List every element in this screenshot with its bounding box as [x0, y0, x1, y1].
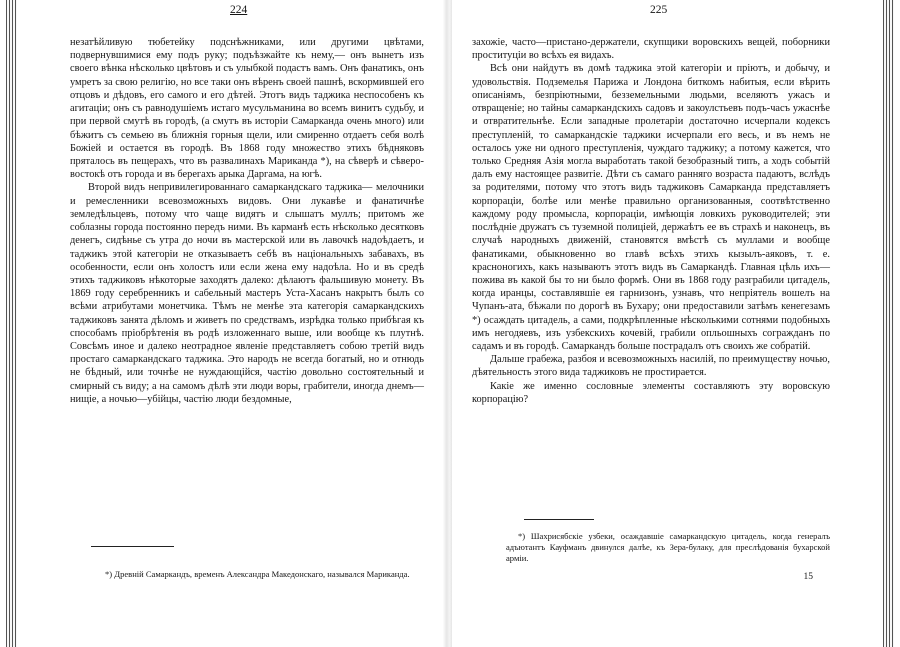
right-page-number: 225 [650, 4, 668, 16]
signature-mark: 15 [803, 572, 813, 582]
left-page-body [70, 36, 424, 406]
left-page-number: 224 [230, 4, 248, 16]
left-footnote-rule [91, 546, 174, 547]
book-edge-right [883, 0, 894, 647]
left-paragraph-1: незатѣйливую тюбетейку подснѣжниками, или другими цвѣтами, подвернувшимися ему подъ руку; подъѣзжайте къ нему,— онъ вынетъ изъ своего вѣнка нѣсколько цвѣтовъ и съ улыбкой подастъ вамъ. Онъ фанатикъ, онъ умретъ за свою религію, но все таки онъ вѣренъ своей пашнѣ, вскормившей его отцовъ и дѣдовъ, его самого и его дѣтей. Этотъ видъ таджика неспособенъ къ агитаціи; онъ съ равнодушіемъ истаго мусульманина во всемъ винитъ судьбу, и при первой смутѣ въ городѣ, (а смутъ въ исторіи Самарканда очень много) или бѣжитъ съ семьею въ ближнія горныя щели, или смиренно отдаетъ себя волѣ Божіей и остается въ городѣ. Въ 1868 году множество этихъ бѣдняковъ пряталось въ пещерахъ, что въ развалинахъ Мариканда *), на сѣверѣ и сѣверо-востокѣ отъ города и въ берегахъ арыка Даргама, на югѣ. [70, 37, 424, 181]
right-paragraph-1: захожіе, часто—пристано-держатели, скупщики воровскихъ вещей, поборники проституціи во всѣхъ ея видахъ. [472, 37, 830, 62]
right-footnote-rule [524, 519, 594, 520]
right-page [452, 0, 900, 647]
right-page-body [472, 36, 830, 406]
right-footnote: *) Шахрисябскіе узбеки, осаждавшіе самаркандскую цитадель, когда генералъ адъютантъ Кауфманъ двинулся далѣе, къ Зера-булаку, для преслѣдованія бухарской арміи. [506, 531, 830, 564]
left-footnote: *) Древній Самаркандъ, временъ Александра Македонскаго, назывался Мариканда. [105, 569, 410, 579]
left-page [0, 0, 445, 647]
right-paragraph-2: Всѣ они найдутъ въ домѣ таджика этой категоріи и пріютъ, и добычу, и удовольствія. Подземелья Парижа и Лондона биткомъ набитыя, если вѣрить описаніямъ, безпріютными, безземельными людьми, вселяютъ ужасъ и отвращеніе; но тайны самаркандскихъ садовъ и закоулстьевъ подъ-часъ ужаснѣе и отвратительнѣе. Если западные пролетаріи достаточно исчерпали кодексъ преступленій, то самаркандскіе таджики исчерпали его весь, и въ немъ не осталось уже ни одного преступленія, чуждаго таджику; а потому кажется, что только Средняя Азія могла выработать такой безобразный типъ, а ходъ событій далъ ему настоящее развитіе. Дѣти съ самаго ранняго возраста падаютъ, вслѣдъ за родителями, потому что этотъ видъ таджиковъ Самарканда представляетъ корпораціи, болѣе или менѣе правильно организованныя, соотвѣтственно каждому роду промысла, корпораціи, имѣющія ловкихъ руководителей; эти послѣдніе дружатъ съ туземной полиціей, держаѣтъ ее въ страхѣ и наконецъ, въ случаѣ народныхъ движеній, становятся вмѣстѣ съ муллами и вообще фанатиками, обыкновенно во главѣ всѣхъ этихъ кызылъ-аяковъ, т. е. красноногихъ, какъ называютъ этотъ видъ въ Самаркандѣ. Главная цѣль ихъ—пожива въ какой бы то ни было формѣ. Они въ 1868 году разграбили цитадель, когда иранцы, составлявшіе ея гарнизонъ, узнавъ, что непріятель вошелъ на Чупанъ-ата, бѣжали по дорогѣ въ Бухару; они предоставили затѣмъ кенегезамъ *) осаждать цитадель, а сами, подкрѣпленные нѣсколькими сотнями подобныхъ имъ негодяевъ, изъ узбекскихъ кочевій, грабили опльошныхъ согражданъ по садамъ и въ городѣ. Самаркандъ больше пострадалъ отъ своихъ же собратій. [472, 63, 830, 353]
right-paragraph-3: Дальше грабежа, разбоя и всевозможныхъ насилій, по преимуществу ночью, дѣятельность этого вида таджиковъ не простирается. [472, 354, 830, 379]
book-edge-left [6, 0, 17, 647]
right-paragraph-4: Какіе же именно сословные элементы составляютъ эту воровскую корпорацію? [472, 380, 830, 405]
left-paragraph-2: Второй видъ непривилегированнаго самаркандскаго таджика— мелочники и ремесленники всевозможныхъ видовъ. Они лукавѣе и фанатичнѣе земледѣльцевъ, потому что чаще видятъ и слышатъ муллъ; притомъ же соблазны города постоянно передъ ними. Въ карманѣ есть нѣсколько десятковъ денегъ, сидѣнье съ утра до ночи въ мастерской или въ лавочкѣ надоѣдаетъ, и таджикъ этой категоріи не отказываетъ себѣ въ національныхъ забавахъ, въ особенности, если онъ холостъ или если жена ему надоѣла. Но и въ средѣ этихъ таджиковъ нѣкоторые заходятъ далеко: дѣлаютъ фальшивую монету. Въ 1869 году серебренникъ и сабельный мастеръ Уста-Хасанъ накрытъ былъ со всѣми атрибутами монетчика. Тѣмъ не менѣе эта категорія самаркандскихъ таджиковъ занята дѣломъ и живетъ по средствамъ, изрѣдка только прибѣгая къ способамъ пріобрѣтенія въ родѣ изложеннаго выше, или вообще къ плутнѣ. Совсѣмъ иное и далеко неотрадное явленіе представляетъ собою третій видъ простаго самаркандскаго таджика. Это народъ не всегда богатый, но и отнюдь не бѣдный, или точнѣе не нуждающійся, частію довольно состоятельный и смирный съ виду; а на самомъ дѣлѣ эти люди воры, грабители, иногда днемъ—нищіе, а ночью—убійцы, частію люди бездомные, [70, 182, 424, 405]
